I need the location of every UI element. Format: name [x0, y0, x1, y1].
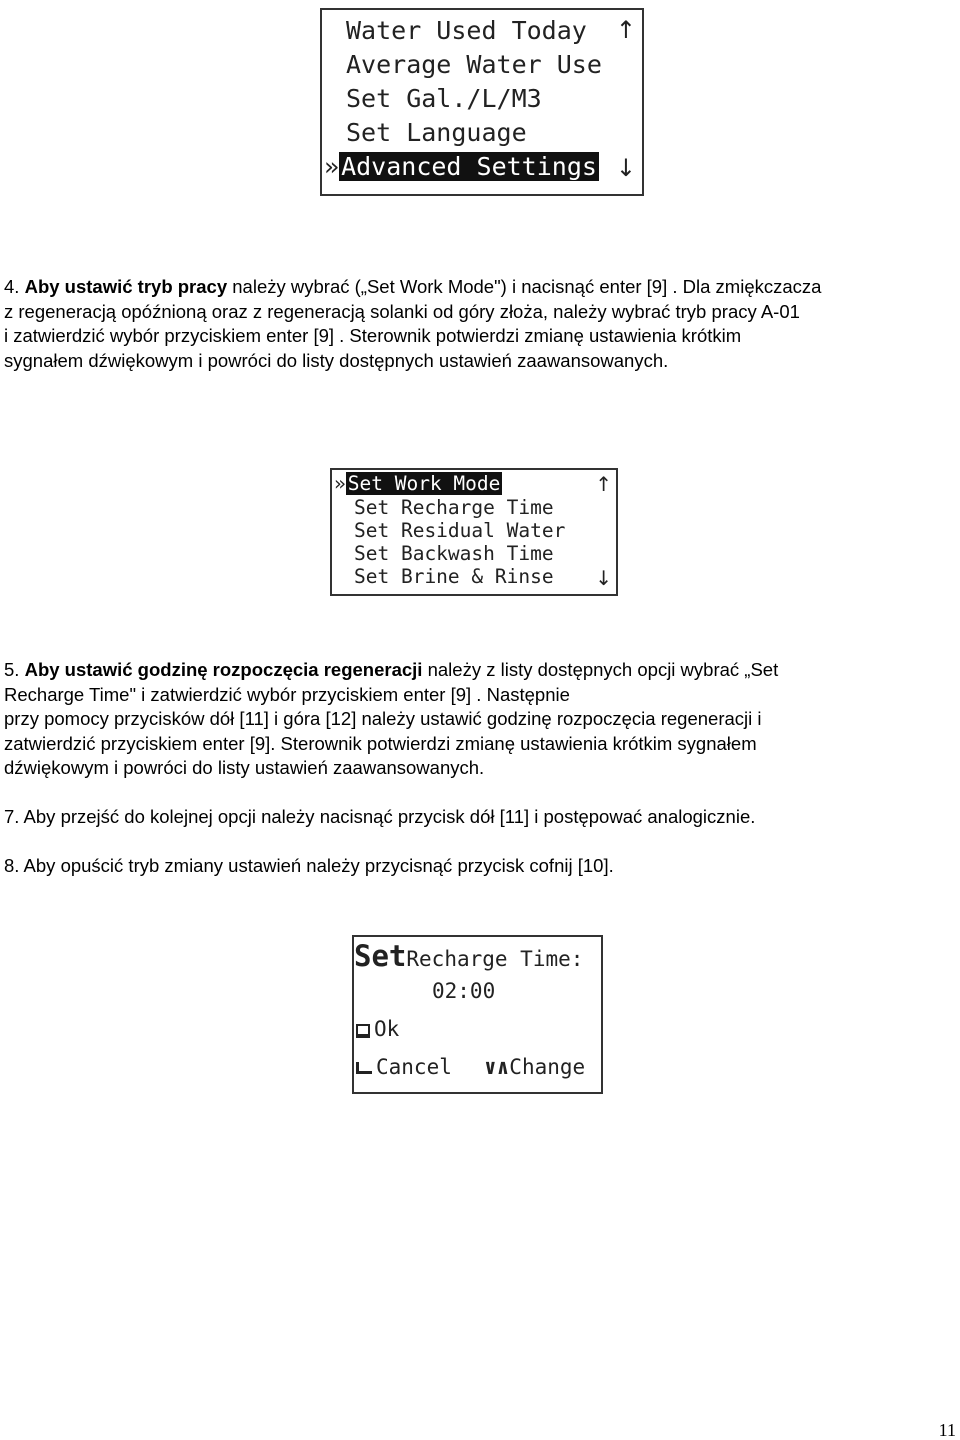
lcd-screen-main-menu: [320, 8, 644, 196]
text-line: z regeneracją opóźnioną oraz z regeneracją solanki od góry złoża, należy wybrać tryb pracy A-01: [4, 300, 800, 322]
title-rest: Recharge Time:: [406, 947, 584, 971]
text-line: i zatwierdzić wybór przyciskiem enter [9] . Sterownik potwierdzi zmianę ustawienia krótkim: [4, 325, 742, 347]
step-8: 8. Aby opuścić tryb zmiany ustawień należy przycisnąć przycisk cofnij [10].: [4, 855, 614, 876]
lcd-screen-advanced-settings: [330, 468, 618, 596]
text-line: przy pomocy przycisków dół [11] i góra [12] należy ustawić godzinę rozpoczęcia regeneracji i: [4, 708, 762, 730]
selected-menu-item: [324, 152, 599, 181]
ok-label: Ok: [374, 1017, 400, 1041]
change-option: [484, 1055, 585, 1079]
up-down-icon: ∨∧: [484, 1055, 510, 1079]
step-4: [4, 275, 821, 373]
text-line: dźwiękowym i powróci do listy ustawień zaawansowanych.: [4, 757, 485, 779]
ok-option: [356, 1017, 399, 1041]
menu-item: Average Water Use: [346, 50, 602, 79]
change-label: Change: [509, 1055, 586, 1079]
menu-item: Set Backwash Time: [354, 542, 554, 565]
down-arrow-icon: ↓: [595, 566, 612, 590]
text-line: Recharge Time" i zatwierdzić wybór przyciskiem enter [9] . Następnie: [4, 683, 570, 705]
lcd-screen-recharge-time: [352, 935, 603, 1094]
selected-label: Set Work Mode: [347, 472, 501, 495]
step-number: 4.: [4, 276, 20, 297]
enter-icon: [356, 1024, 370, 1038]
time-value: 02:00: [432, 979, 496, 1003]
menu-item: Set Residual Water: [354, 519, 566, 542]
text-line: należy wybrać („Set Work Mode") i nacisnąć enter [9] . Dla zmiękczacza: [227, 276, 822, 297]
selection-marker: »: [324, 152, 340, 181]
screen-title: [354, 939, 583, 973]
step-5: [4, 658, 778, 781]
up-arrow-icon: ↑: [595, 472, 612, 496]
page-number: 11: [938, 1420, 956, 1440]
selected-label: Advanced Settings: [341, 152, 597, 181]
step-number: 5.: [4, 659, 20, 680]
menu-item: Set Brine & Rinse: [354, 565, 554, 588]
text-line: sygnałem dźwiękowym i powróci do listy dostępnych ustawień zaawansowanych.: [4, 349, 669, 371]
up-arrow-icon: ↑: [615, 16, 636, 44]
step-heading: Aby ustawić tryb pracy: [24, 276, 228, 297]
menu-item: Set Language: [346, 118, 527, 147]
menu-item: Set Gal./L/M3: [346, 84, 542, 113]
back-icon: [356, 1062, 372, 1074]
cancel-label: Cancel: [376, 1055, 452, 1079]
down-arrow-icon: ↓: [615, 154, 636, 182]
cancel-option: [356, 1055, 452, 1079]
selection-marker: »: [334, 472, 346, 495]
menu-item: Set Recharge Time: [354, 496, 554, 519]
selected-menu-item: [334, 472, 502, 495]
title-set: Set: [354, 939, 407, 973]
step-7: 7. Aby przejść do kolejnej opcji należy nacisnąć przycisk dół [11] i postępować analogicznie.: [4, 806, 756, 827]
step-heading: Aby ustawić godzinę rozpoczęcia regeneracji: [24, 659, 423, 680]
menu-item: Water Used Today: [346, 16, 587, 45]
text-line: zatwierdzić przyciskiem enter [9]. Sterownik potwierdzi zmianę ustawienia krótkim sygnałem: [4, 732, 757, 754]
text-line: należy z listy dostępnych opcji wybrać „Set: [422, 659, 779, 680]
